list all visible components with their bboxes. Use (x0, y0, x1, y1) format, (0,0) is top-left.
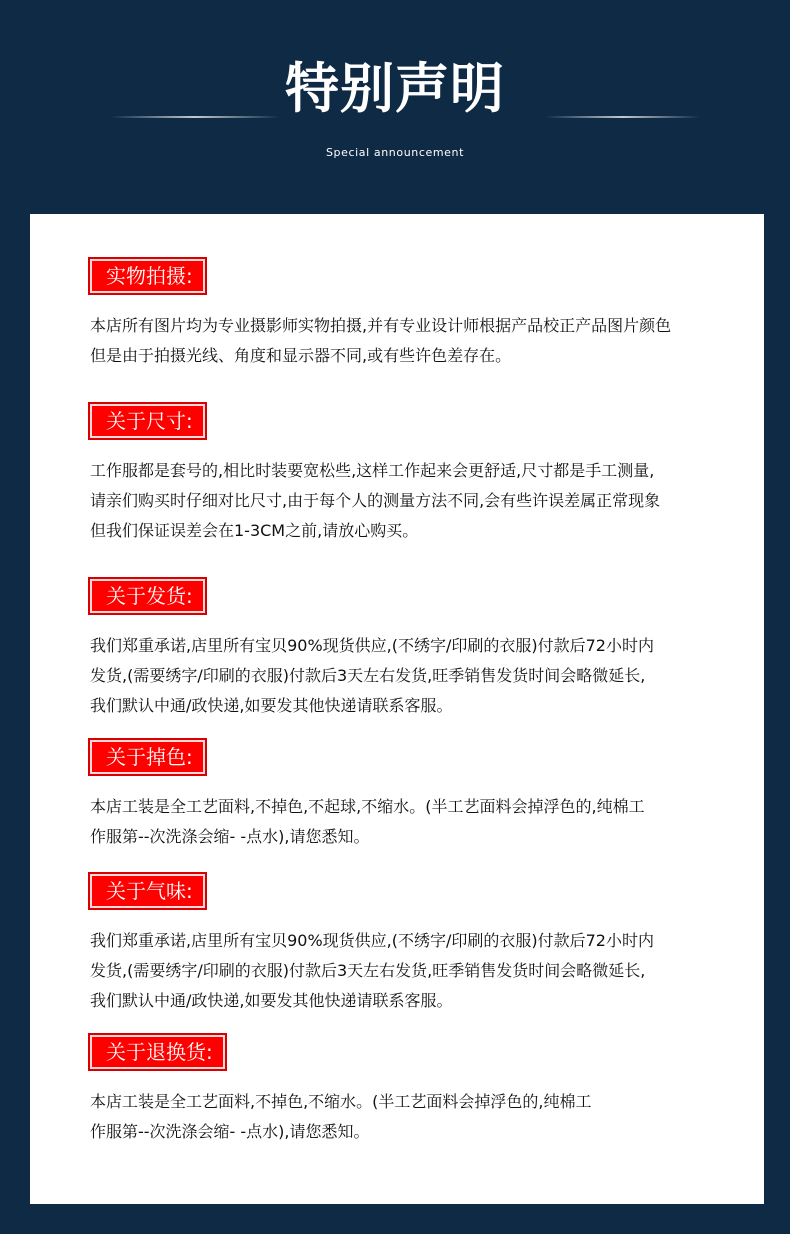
section-line: 发货,(需要绣字/印刷的衣服)付款后3天左右发货,旺季销售发货时间会略微延长, (90, 961, 646, 980)
section-line: 本店所有图片均为专业摄影师实物拍摄,并有专业设计师根据产品校正产品图片颜色 (90, 316, 672, 335)
section-title: 关于气味: (90, 874, 205, 908)
section-line: 工作服都是套号的,相比时装要宽松些,这样工作起来会更舒适,尺寸都是手工测量, (90, 461, 655, 480)
header-left-line (110, 116, 280, 118)
section-line: 但是由于拍摄光线、角度和显示器不同,或有些许色差存在。 (90, 346, 512, 365)
section-body (90, 631, 740, 721)
section-shipping (90, 579, 740, 721)
section-line: 我们郑重承诺,店里所有宝贝90%现货供应,(不绣字/印刷的衣服)付款后72小时内 (90, 636, 654, 655)
section-line: 我们郑重承诺,店里所有宝贝90%现货供应,(不绣字/印刷的衣服)付款后72小时内 (90, 931, 654, 950)
section-line: 但我们保证误差会在1-3CM之前,请放心购买。 (90, 521, 419, 540)
section-body (90, 792, 740, 852)
section-line: 本店工装是全工艺面料,不掉色,不缩水。(半工艺面料会掉浮色的,纯棉工 (90, 1092, 592, 1111)
section-line: 作服第--次洗涤会缩- -点水),请您悉知。 (90, 827, 370, 846)
section-line: 作服第--次洗涤会缩- -点水),请您悉知。 (90, 1122, 370, 1141)
section-body (90, 456, 740, 546)
section-odor (90, 874, 740, 1016)
header-right-line (545, 116, 700, 118)
section-line: 我们默认中通/政快递,如要发其他快递请联系客服。 (90, 696, 453, 715)
header (0, 0, 790, 210)
section-size (90, 404, 740, 546)
section-line: 请亲们购买时仔细对比尺寸,由于每个人的测量方法不同,会有些许误差属正常现象 (90, 491, 661, 510)
announcement-panel (30, 214, 764, 1204)
section-title: 实物拍摄: (90, 259, 205, 293)
header-title-wrap (0, 57, 790, 120)
page-subtitle: Special announcement (325, 146, 465, 159)
page-title: 特别声明 (285, 57, 505, 120)
section-line: 发货,(需要绣字/印刷的衣服)付款后3天左右发货,旺季销售发货时间会略微延长, (90, 666, 646, 685)
section-returns (90, 1035, 740, 1147)
section-color (90, 740, 740, 852)
section-body (90, 1087, 740, 1147)
section-line: 本店工装是全工艺面料,不掉色,不起球,不缩水。(半工艺面料会掉浮色的,纯棉工 (90, 797, 645, 816)
section-title: 关于退换货: (90, 1035, 225, 1069)
section-title: 关于尺寸: (90, 404, 205, 438)
section-body (90, 926, 740, 1016)
section-line: 我们默认中通/政快递,如要发其他快递请联系客服。 (90, 991, 453, 1010)
section-photo (90, 259, 740, 371)
section-title: 关于发货: (90, 579, 205, 613)
section-body (90, 311, 740, 371)
section-title: 关于掉色: (90, 740, 205, 774)
